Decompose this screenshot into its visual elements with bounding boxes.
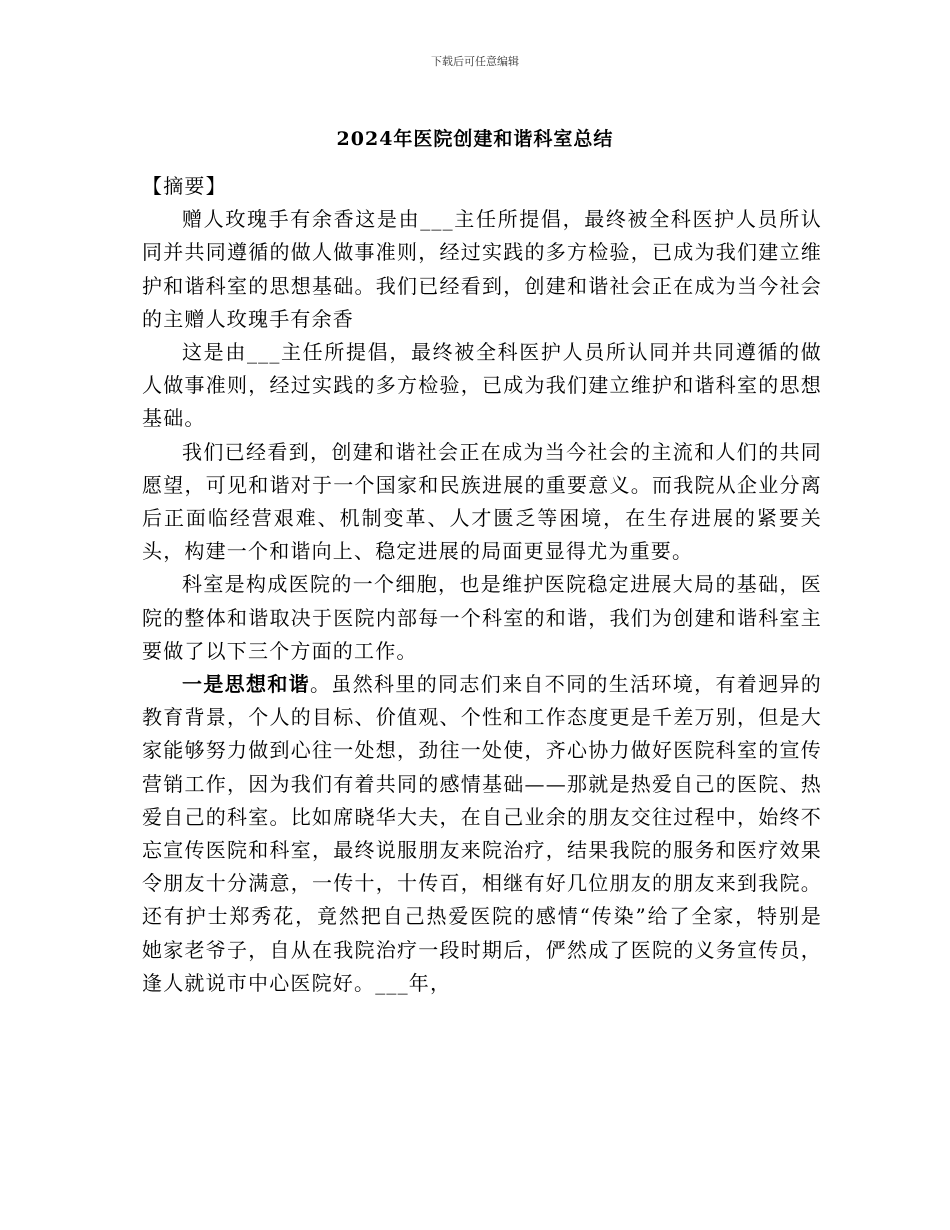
paragraph-text: 科室是构成医院的一个细胞，也是维护医院稳定进展大局的基础，医院的整体和谐取决于医院内部每一个科室的和谐，我们为创建和谐科室主要做了以下三个方面的工作。	[142, 572, 822, 663]
paragraph-text: 我们已经看到，创建和谐社会正在成为当今社会的主流和人们的共同愿望，可见和谐对于一个国家和民族进展的重要意义。而我院从企业分离后正面临经营艰难、机制变革、人才匮乏等困境，在生存进展的紧要关头，构建一个和谐向上、稳定进展的局面更显得尤为重要。	[142, 439, 822, 564]
paragraph-text: 这是由___主任所提倡，最终被全科医护人员所认同并共同遵循的做人做事准则，经过实践的多方检验，已成为我们建立维护和谐科室的思想基础。	[142, 340, 822, 431]
document-body	[142, 170, 822, 1000]
paragraph	[142, 668, 822, 1000]
document-title: 2024年医院创建和谐科室总结	[336, 128, 614, 150]
paragraph-text: 。虽然科里的同志们来自不同的生活环境，有着迥异的教育背景，个人的目标、价值观、个性和工作态度更是千差万别，但是大家能够努力做到心往一处想，劲往一处使，齐心协力做好医院科室的宣传营销工作，因为我们有着共同的感情基础——那就是热爱自己的医院、热爱自己的科室。比如席晓华大夫，在自己业余的朋友交往过程中，始终不忘宣传医院和科室，最终说服朋友来院治疗，结果我院的服务和医疗效果令朋友十分满意，一传十，十传百，相继有好几位朋友的朋友来到我院。还有护士郑秀花，竟然把自己热爱医院的感情“传染”给了全家，特别是她家老爷子，自从在我院治疗一段时期后，俨然成了医院的义务宣传员，逢人就说市中心医院好。___年，	[142, 672, 822, 995]
paragraph	[142, 568, 822, 668]
abstract-heading: 【摘要】	[142, 174, 227, 198]
header-note: 下载后可任意编辑	[431, 55, 519, 68]
paragraph	[142, 436, 822, 569]
paragraph-text: 赠人玫瑰手有余香这是由___主任所提倡，最终被全科医护人员所认同并共同遵循的做人做事准则，经过实践的多方检验，已成为我们建立维护和谐科室的思想基础。我们已经看到，创建和谐社会正在成为当今社会的主赠人玫瑰手有余香	[142, 207, 822, 331]
paragraph-lead: 一是思想和谐	[182, 672, 311, 697]
paragraph	[142, 336, 822, 436]
paragraph	[142, 203, 822, 336]
